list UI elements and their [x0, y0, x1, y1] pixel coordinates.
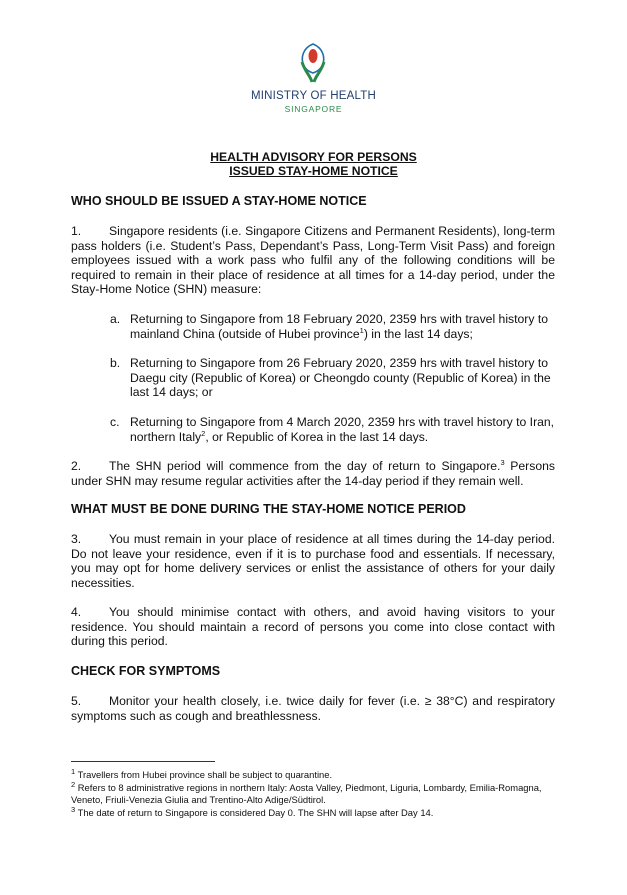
paragraph-text: Singapore residents (i.e. Singapore Citizens and Permanent Residents), long-term pass holders (i.e. Student’s Pass, Dependant’s Pass, Long-Term Visit Pass) and foreign employees issued with a work pass who fulfil any of the following conditions will be required to remain in their place of residence at all times for a 14-day period, under the Stay-Home Notice (SHN) measure: — [71, 224, 555, 297]
footnote-ref: 3 — [500, 457, 505, 467]
heading-who: WHO SHOULD BE ISSUED A STAY-HOME NOTICE — [71, 194, 367, 208]
paragraph-5 — [71, 694, 555, 723]
paragraph-1 — [71, 224, 555, 297]
condition-text-end: , or Republic of Korea in the last 14 days. — [205, 429, 429, 444]
footnote-text: The date of return to Singapore is considered Day 0. The SHN will lapse after Day 14. — [75, 807, 434, 818]
footnote-text: Travellers from Hubei province shall be subject to quarantine. — [75, 769, 333, 780]
condition-text: Returning to Singapore from 18 February 2020, 2359 hrs with travel history to mainland China (outside of Hubei province — [130, 312, 548, 341]
condition-label: a. — [110, 312, 121, 326]
paragraph-2 — [71, 459, 555, 488]
footnote-ref: 1 — [359, 325, 364, 335]
condition-c — [110, 415, 555, 444]
paragraph-number: 4. — [71, 605, 82, 619]
condition-text: Returning to Singapore from 4 March 2020, 2359 hrs with travel history to Iran, northern Italy — [130, 415, 555, 444]
org-name: MINISTRY OF HEALTH — [250, 90, 376, 102]
condition-text-end: ) in the last 14 days; — [363, 326, 473, 341]
footnote-mark: 1 — [71, 766, 76, 776]
heading-what: WHAT MUST BE DONE DURING THE STAY-HOME NOTICE PERIOD — [71, 502, 466, 516]
footnote-mark: 3 — [71, 804, 76, 814]
condition-a — [110, 312, 555, 341]
paragraph-3 — [71, 532, 555, 590]
paragraph-text-end: Persons under SHN may resume regular activities after the 14-day period if they remain well. — [71, 459, 555, 488]
paragraph-text: You should minimise contact with others, and avoid having visitors to your residence. You should maintain a record of persons you come into close contact with during this period. — [71, 605, 555, 649]
title-line-1: HEALTH ADVISORY FOR PERSONS — [210, 150, 417, 164]
paragraph-text: You must remain in your place of residence at all times during the 14-day period. Do not leave your residence, even if it is to purchase food and essentials. If necessary, you may opt for home delivery services or enlist the assistance of others for your daily necessities. — [71, 532, 555, 590]
condition-b — [110, 356, 555, 400]
footnote-text: Refers to 8 administrative regions in northern Italy: Aosta Valley, Piedmont, Liguria, Lombardy, Emilia-Romagna, Veneto, Friuli-Venezia Giulia and Trentino-Alto Adige/Südtirol. — [71, 782, 542, 805]
title-line-2: ISSUED STAY-HOME NOTICE — [229, 164, 398, 178]
footnote-3 — [71, 804, 561, 819]
paragraph-number: 2. — [71, 459, 82, 473]
condition-label: c. — [110, 415, 120, 429]
paragraph-number: 1. — [71, 224, 82, 238]
footnote-ref: 2 — [201, 428, 206, 438]
paragraph-4 — [71, 605, 555, 649]
footnote-2 — [71, 779, 561, 806]
footnote-1 — [71, 766, 561, 781]
footnote-mark: 2 — [71, 779, 76, 789]
heading-check: CHECK FOR SYMPTOMS — [71, 664, 221, 678]
paragraph-text: The SHN period will commence from the day of return to Singapore. — [109, 459, 501, 473]
footnote-divider — [71, 761, 215, 762]
condition-text: Returning to Singapore from 26 February 2020, 2359 hrs with travel history to Daegu city (Republic of Korea) or Cheongdo county (Republic of Korea) in the last 14 days; or — [130, 356, 551, 400]
paragraph-number: 5. — [71, 694, 82, 708]
org-country: SINGAPORE — [284, 104, 343, 114]
condition-label: b. — [110, 356, 121, 370]
paragraph-number: 3. — [71, 532, 82, 546]
paragraph-text: Monitor your health closely, i.e. twice daily for fever (i.e. ≥ 38°C) and respiratory symptoms such as cough and breathlessness. — [71, 694, 555, 723]
moh-logo-icon — [296, 40, 330, 84]
